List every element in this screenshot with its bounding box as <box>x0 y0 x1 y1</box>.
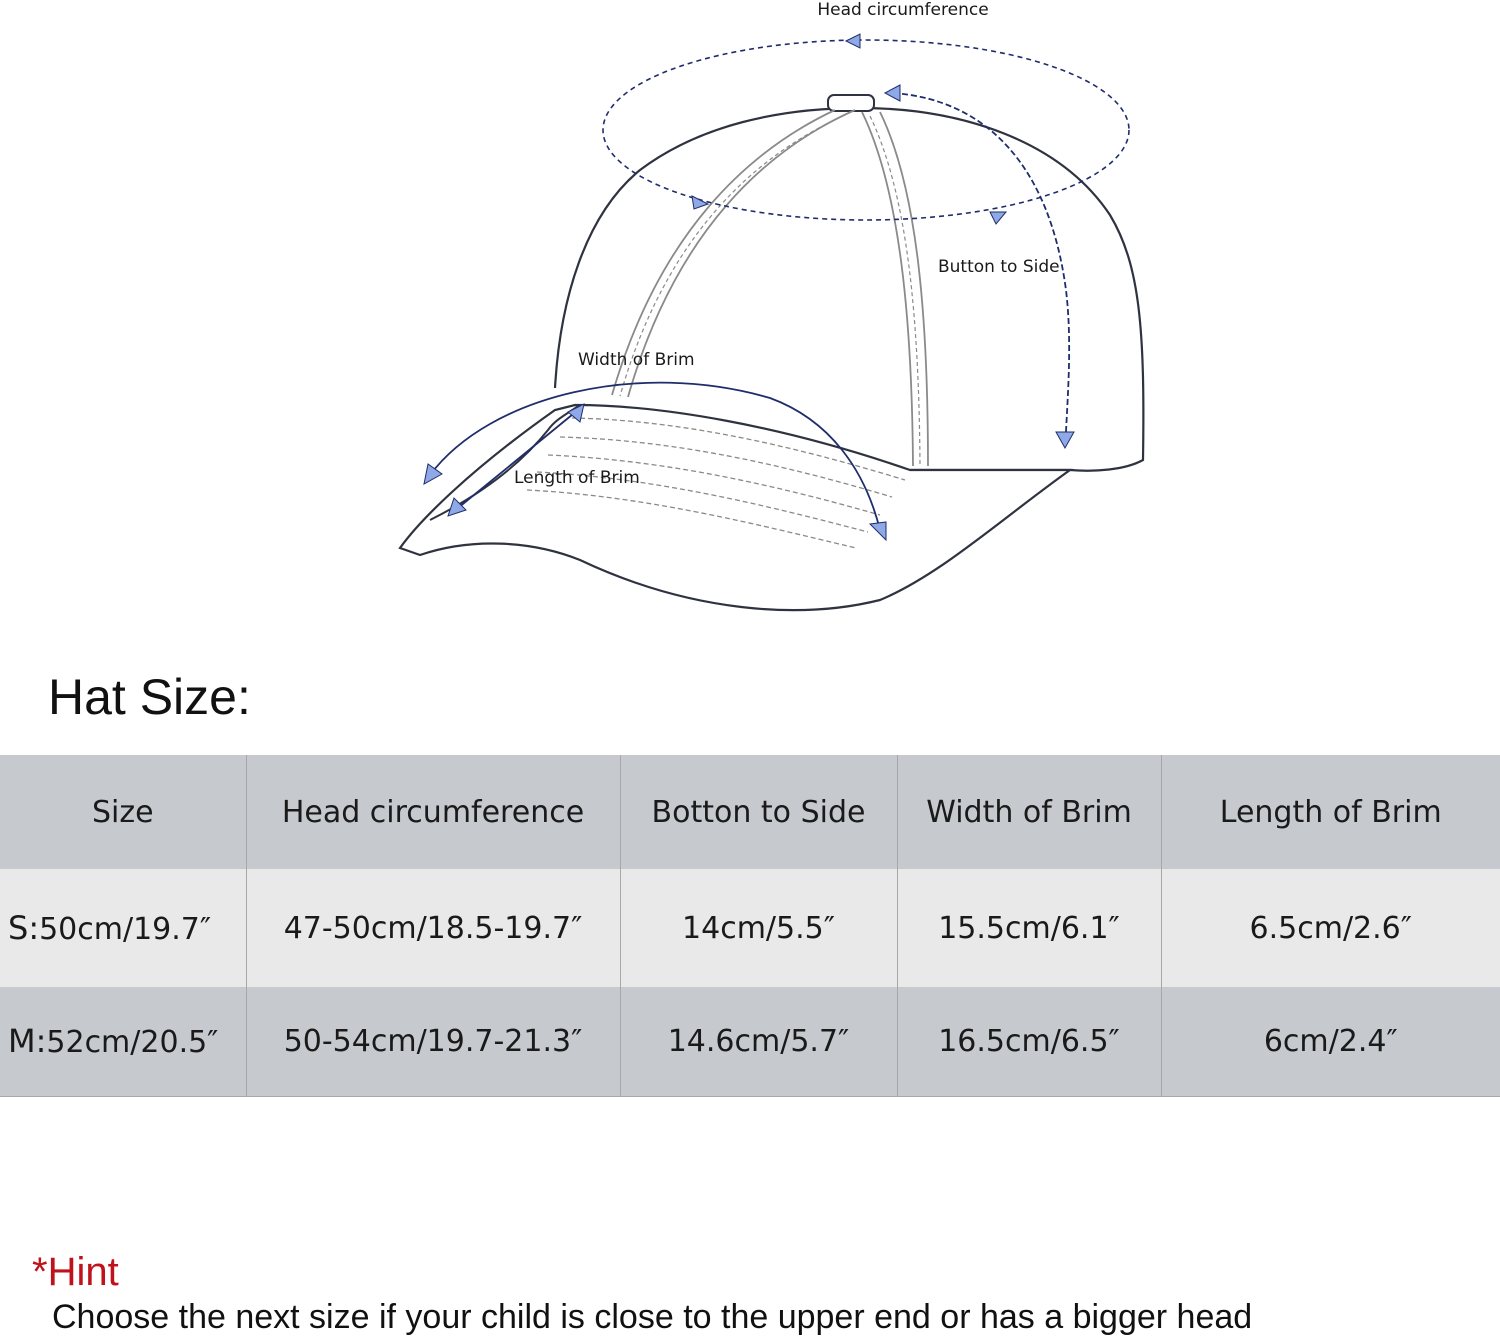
size-letter: M: <box>8 1022 47 1061</box>
head-circumference-arrowhead-left <box>846 34 860 48</box>
table-row <box>0 987 1500 1096</box>
header-size: Size <box>91 794 154 830</box>
botton-to-side-cell: 14.6cm/5.7″ <box>620 987 897 1096</box>
head-circumference-cell: 47-50cm/18.5-19.7″ <box>246 869 620 987</box>
head-circumference-label: Head circumference <box>817 0 989 20</box>
table-header-row <box>0 755 1500 869</box>
header-length-of-brim: Length of Brim <box>1161 755 1500 869</box>
button-to-side-label: Button to Side <box>938 257 1060 277</box>
length-of-brim-cell: 6cm/2.4″ <box>1161 987 1500 1096</box>
header-head-circumference: Head circumference <box>246 755 620 869</box>
header-botton-to-side: Botton to Side <box>620 755 897 869</box>
botton-to-side-cell: 14cm/5.5″ <box>620 869 897 987</box>
width-of-brim-label: Width of Brim <box>578 350 695 370</box>
hat-size-title: Hat Size: <box>48 669 251 725</box>
hint-title: *Hint <box>32 1250 119 1294</box>
size-table <box>0 755 1500 1097</box>
width-of-brim-arrowhead-left <box>424 464 442 484</box>
button-to-side-arrowhead-top <box>885 85 900 101</box>
cap-top-button <box>828 95 874 111</box>
length-of-brim-label: Length of Brim <box>514 468 640 488</box>
table-row <box>0 869 1500 987</box>
size-value: 50cm/19.7″ <box>39 912 212 947</box>
cap-measurement-diagram <box>0 0 1500 640</box>
header-width-of-brim: Width of Brim <box>897 755 1161 869</box>
width-of-brim-cell: 15.5cm/6.1″ <box>897 869 1161 987</box>
size-value: 52cm/20.5″ <box>46 1025 219 1061</box>
head-circumference-cell: 50-54cm/19.7-21.3″ <box>246 987 620 1096</box>
size-letter: S: <box>8 909 40 947</box>
size-cell <box>0 869 246 987</box>
length-of-brim-cell: 6.5cm/2.6″ <box>1161 869 1500 987</box>
hint-text: Choose the next size if your child is close to the upper end or has a bigger head <box>52 1298 1253 1336</box>
width-of-brim-cell: 16.5cm/6.5″ <box>897 987 1161 1096</box>
size-cell <box>0 987 246 1096</box>
